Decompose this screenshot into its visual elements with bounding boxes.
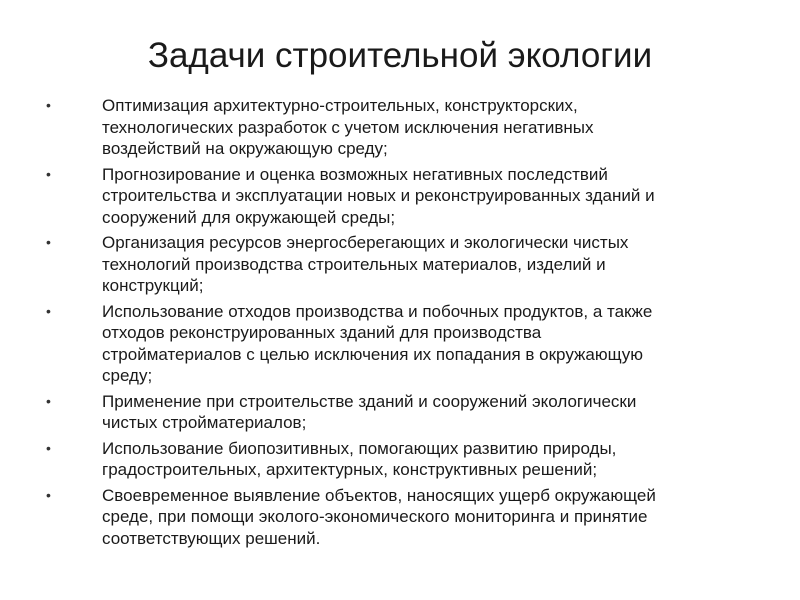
bullet-marker: •	[46, 302, 51, 319]
bullet-marker: •	[46, 234, 51, 250]
bullet-marker: •	[46, 486, 51, 503]
bullet-item-organization	[46, 232, 766, 297]
bullet-marker: •	[46, 439, 51, 456]
bullet-item-monitoring	[46, 485, 766, 550]
bullet-list	[46, 95, 766, 553]
bullet-text: Организация ресурсов энергосберегающих и экологически чистых технологий производства строительных материалов, изделий и конструкций;	[102, 233, 629, 295]
bullet-item-forecasting	[46, 164, 766, 229]
slide-title: Задачи строительной экологии	[147, 36, 653, 75]
bullet-item-optimization	[46, 95, 766, 160]
bullet-item-waste-usage	[46, 301, 766, 387]
bullet-text: Использование биопозитивных, помогающих развитию природы, градостроительных, архитектурных, конструктивных решений;	[102, 438, 617, 479]
bullet-text: Использование отходов производства и побочных продуктов, а также отходов реконструированных зданий для производства стройматериалов с целью исключения их попадания в окружающую среду;	[102, 301, 653, 385]
bullet-marker: •	[46, 392, 51, 409]
bullet-marker: •	[46, 165, 51, 182]
bullet-text: Прогнозирование и оценка возможных негативных последствий строительства и эксплуатации новых и реконструированных зданий и сооружений для окружающей среды;	[102, 164, 655, 227]
bullet-text: Своевременное выявление объектов, наносящих ущерб окружающей среде, при помощи эколого-экономического мониторинга и принятие соответствующих решений.	[102, 485, 656, 548]
bullet-text: Оптимизация архитектурно-строительных, конструкторских, технологических разработок с учетом исключения негативных воздействий на окружающую среду;	[102, 96, 594, 158]
bullet-marker: •	[46, 97, 51, 113]
bullet-item-biopositive-solutions	[46, 438, 766, 481]
bullet-text: Применение при строительстве зданий и сооружений экологически чистых стройматериалов;	[102, 391, 637, 432]
bullet-item-clean-materials	[46, 391, 766, 434]
